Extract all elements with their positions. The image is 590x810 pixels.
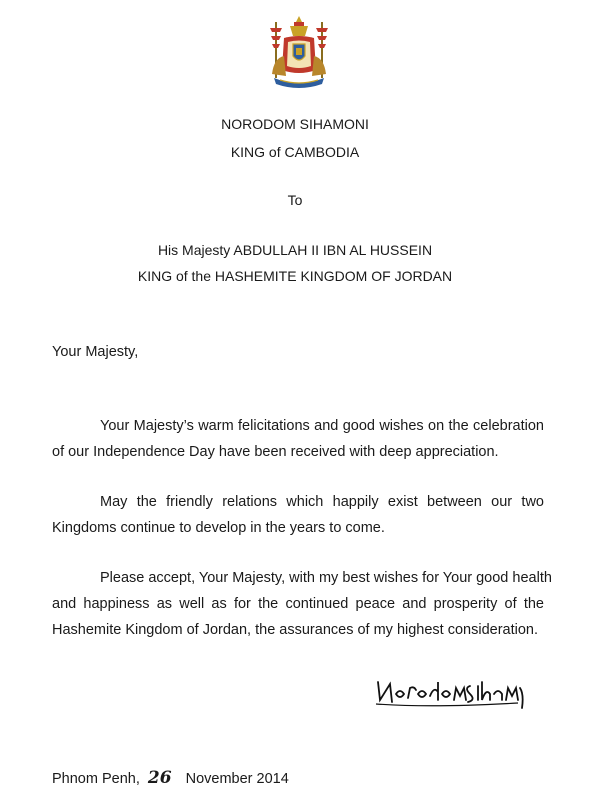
signature (372, 674, 528, 714)
paragraph-3-line-1: Please accept, Your Majesty, with my best wishes for Your good health (100, 570, 552, 586)
recipient-name: His Majesty ABDULLAH II IBN AL HUSSEIN (157, 242, 433, 258)
salutation: Your Majesty, (52, 344, 139, 360)
paragraph-3-line-3: Hashemite Kingdom of Jordan, the assurances of my highest consideration. (52, 622, 539, 638)
paragraph-1-line-1: Your Majesty’s warm felicitations and good wishes on the celebration (100, 418, 544, 434)
footer-day-handwritten: 26 (147, 768, 172, 788)
sender-title: KING of CAMBODIA (230, 144, 360, 160)
paragraph-2-line-2: Kingdoms continue to develop in the years to come. (52, 520, 385, 536)
to-label: To (287, 192, 303, 208)
sender-name: NORODOM SIHAMONI (221, 116, 369, 132)
recipient-title: KING of the HASHEMITE KINGDOM OF JORDAN (137, 268, 453, 284)
paragraph-1-line-2: of our Independence Day have been received with deep appreciation. (52, 444, 499, 460)
paragraph-3-line-2: and happiness as well as for the continued peace and prosperity of the (52, 596, 544, 612)
footer-place: Phnom Penh, (52, 771, 140, 787)
paragraph-2-line-1: May the friendly relations which happily exist between our two (100, 494, 544, 510)
footer-month-year: November 2014 (185, 771, 289, 787)
royal-arms-of-cambodia-icon (262, 14, 336, 92)
footer-date-line (52, 768, 289, 788)
